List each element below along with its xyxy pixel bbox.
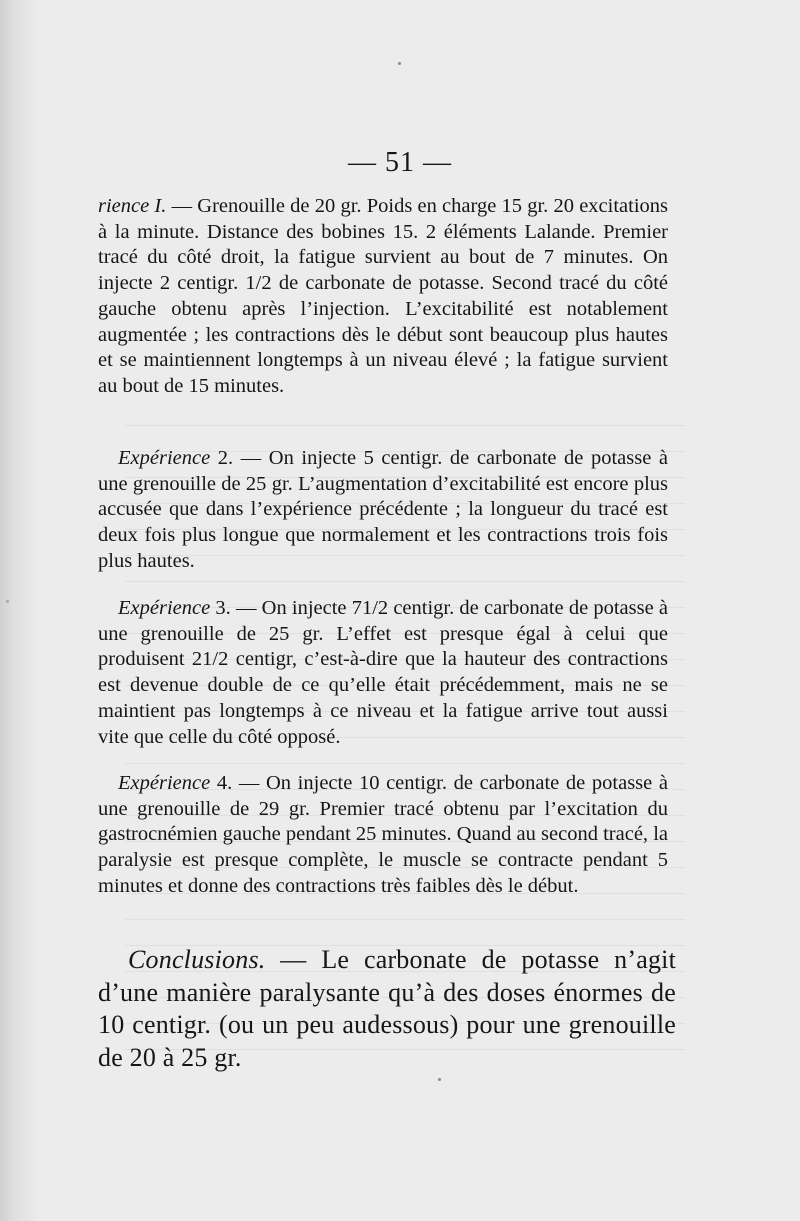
paragraph-conclusions xyxy=(98,944,676,1074)
paragraph-text: 3. — On injecte 71/2 centigr. de carbonate de potasse à une grenouille de 25 gr. L’effet est presque égal à celui que produisent 21/2 centigr, c’est-à-dire que la hauteur des contractions est devenue double de ce qu’elle était précédemment, mais ne se maintient pas longtemps à ce niveau et la fatigue arrive tout aussi vite que celle du côté opposé. xyxy=(98,597,668,748)
paragraph-text: 2. — On injecte 5 centigr. de carbonate de potasse à une grenouille de 25 gr. L’augmentation d’excitabilité est encore plus accusée que dans l’expérience précédente ; la longueur du tracé est deux fois plus longue que normalement et les contractions trois fois plus hautes. xyxy=(98,447,668,572)
paragraph-lead: Expérience xyxy=(118,447,211,469)
paragraph-text: 4. — On injecte 10 centigr. de carbonate de potasse à une grenouille de 29 gr. Premier tracé obtenu par l’excitation du gastrocnémien gauche pendant 25 minutes. Quand au second tracé, la paralysie est presque complète, le muscle se contracte pendant 5 minutes et donne des contractions très faibles dès le début. xyxy=(98,772,668,897)
ink-speck xyxy=(438,1078,441,1081)
paragraph-lead: Expérience xyxy=(118,597,211,619)
paragraph-experience-1 xyxy=(98,194,668,400)
paragraph-experience-4 xyxy=(98,771,668,900)
paragraph-experience-3 xyxy=(98,596,668,750)
ink-speck xyxy=(6,600,9,603)
paragraph-lead: rience I. xyxy=(98,195,167,217)
paragraph-text: — Grenouille de 20 gr. Poids en charge 15 gr. 20 excitations à la minute. Distance des bobines 15. 2 éléments Lalande. Premier tracé du côté droit, la fatigue survient au bout de 7 minutes. On injecte 2 centigr. 1/2 de carbonate de potasse. Second tracé du côté gauche obtenu après l’injection. L’excitabilité est notablement augmentée ; les contractions dès le début sont beaucoup plus hautes et se maintiennent longtemps à un niveau élevé ; la fatigue survient au bout de 15 minutes. xyxy=(98,195,669,397)
paragraph-text: — Le carbonate de potasse n’agit d’une manière paralysante qu’à des doses énormes de 10 centigr. (ou un peu audessous) pour une grenouille de 20 à 25 gr. xyxy=(98,945,676,1072)
paragraph-lead: Conclusions. xyxy=(128,945,266,974)
page-number: — 51 — xyxy=(348,147,452,178)
paragraph-experience-2 xyxy=(98,446,668,575)
ink-speck xyxy=(398,62,401,65)
paragraph-lead: Expérience xyxy=(118,772,211,794)
